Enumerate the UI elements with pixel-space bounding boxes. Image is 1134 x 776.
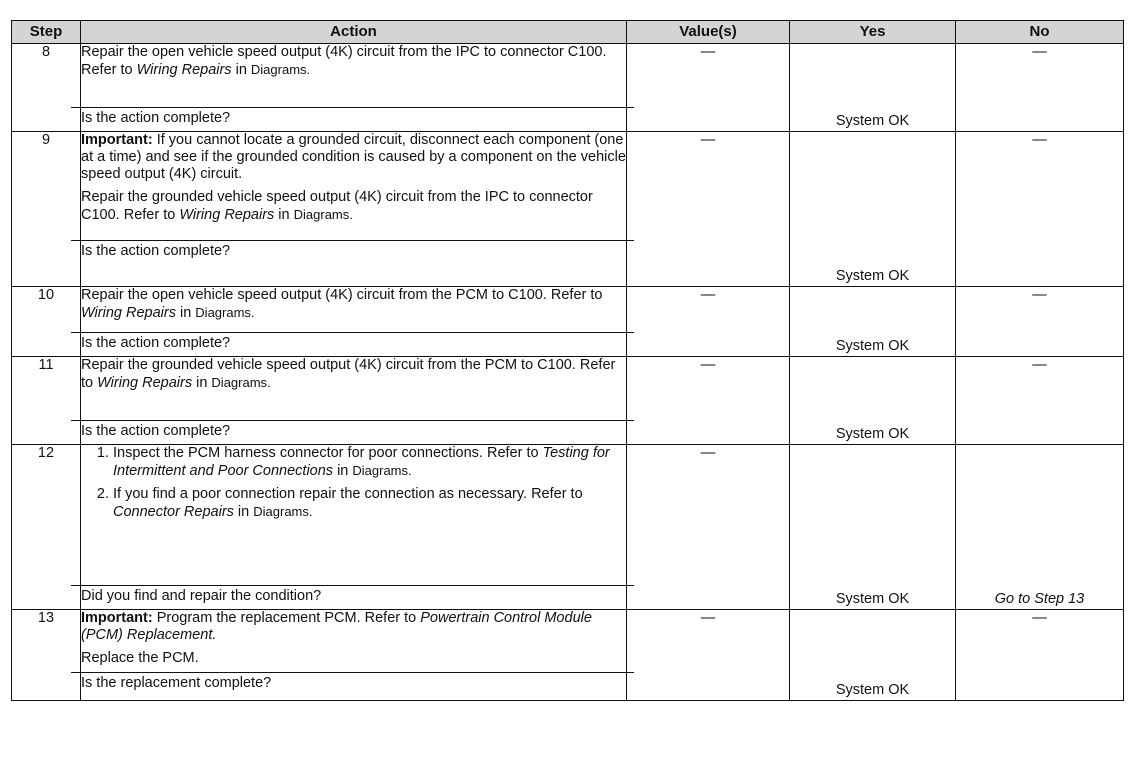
action-question: Did you find and repair the condition? — [71, 585, 634, 606]
yes-result: System OK — [835, 591, 910, 607]
no-result: Go to Step 13 — [994, 591, 1085, 607]
list-item: 2. If you find a poor connection repair the connection as necessary. Refer to Connector Repairs in Diagrams. — [113, 486, 626, 521]
action-text: Replace the PCM. — [81, 650, 199, 666]
action-steps-list — [81, 445, 626, 585]
table-row — [12, 445, 1124, 610]
table-row — [12, 357, 1124, 445]
step-number: 13 — [12, 610, 81, 701]
table-row — [12, 132, 1124, 287]
action-cell — [81, 357, 627, 445]
step-number: 11 — [12, 357, 81, 445]
yes-cell — [790, 132, 956, 287]
list-item: 1. Inspect the PCM harness connector for poor connections. Refer to Testing for Intermittent and Poor Connections in Diagrams. — [113, 445, 626, 480]
no-cell: — — [956, 610, 1124, 701]
action-question: Is the action complete? — [71, 107, 634, 128]
action-text: Repair the open vehicle speed output (4K) circuit from the IPC to connector C100. Refer to Wiring Repairs in Diagrams. — [81, 44, 607, 78]
header-values: Value(s) — [627, 21, 790, 44]
diagnostic-table — [11, 20, 1124, 701]
yes-cell — [790, 445, 956, 610]
value-cell: — — [627, 132, 790, 287]
header-step: Step — [12, 21, 81, 44]
action-question: Is the action complete? — [71, 420, 634, 441]
no-cell: — — [956, 44, 1124, 132]
step-number: 9 — [12, 132, 81, 287]
action-text: Repair the grounded vehicle speed output (4K) circuit from the IPC to connector C100. Refer to Wiring Repairs in Diagrams. — [81, 189, 593, 223]
action-cell — [81, 44, 627, 132]
action-cell — [81, 287, 627, 357]
value-cell: — — [627, 44, 790, 132]
yes-result: System OK — [835, 682, 910, 698]
no-cell — [956, 445, 1124, 610]
yes-cell — [790, 44, 956, 132]
no-cell: — — [956, 287, 1124, 357]
table-row — [12, 610, 1124, 701]
value-cell: — — [627, 357, 790, 445]
value-cell: — — [627, 445, 790, 610]
action-question: Is the action complete? — [71, 240, 634, 261]
value-cell: — — [627, 610, 790, 701]
no-cell: — — [956, 132, 1124, 287]
no-cell: — — [956, 357, 1124, 445]
action-question: Is the action complete? — [71, 332, 634, 353]
yes-result: System OK — [835, 113, 910, 129]
yes-cell — [790, 287, 956, 357]
header-action: Action — [81, 21, 627, 44]
action-question: Is the replacement complete? — [71, 672, 634, 693]
action-cell — [81, 445, 627, 610]
header-row — [12, 21, 1124, 44]
important-note: Important: If you cannot locate a grounded circuit, disconnect each component (one at a time) and see if the grounded condition is caused by a component on the vehicle speed output (4K) circuit. — [81, 132, 626, 182]
header-yes: Yes — [790, 21, 956, 44]
yes-result: System OK — [835, 268, 910, 284]
step-number: 10 — [12, 287, 81, 357]
step-number: 12 — [12, 445, 81, 610]
yes-cell — [790, 357, 956, 445]
yes-cell — [790, 610, 956, 701]
yes-result: System OK — [835, 426, 910, 442]
table-row — [12, 287, 1124, 357]
header-no: No — [956, 21, 1124, 44]
action-text: Repair the open vehicle speed output (4K) circuit from the PCM to C100. Refer to Wiring Repairs in Diagrams. — [81, 287, 603, 321]
step-number: 8 — [12, 44, 81, 132]
action-cell — [81, 610, 627, 701]
action-cell — [81, 132, 627, 287]
table-row — [12, 44, 1124, 132]
yes-result: System OK — [835, 338, 910, 354]
action-text: Repair the grounded vehicle speed output (4K) circuit from the PCM to C100. Refer to Wiring Repairs in Diagrams. — [81, 357, 616, 391]
value-cell: — — [627, 287, 790, 357]
important-note: Important: Program the replacement PCM. Refer to Powertrain Control Module (PCM) Replacement. — [81, 610, 592, 643]
